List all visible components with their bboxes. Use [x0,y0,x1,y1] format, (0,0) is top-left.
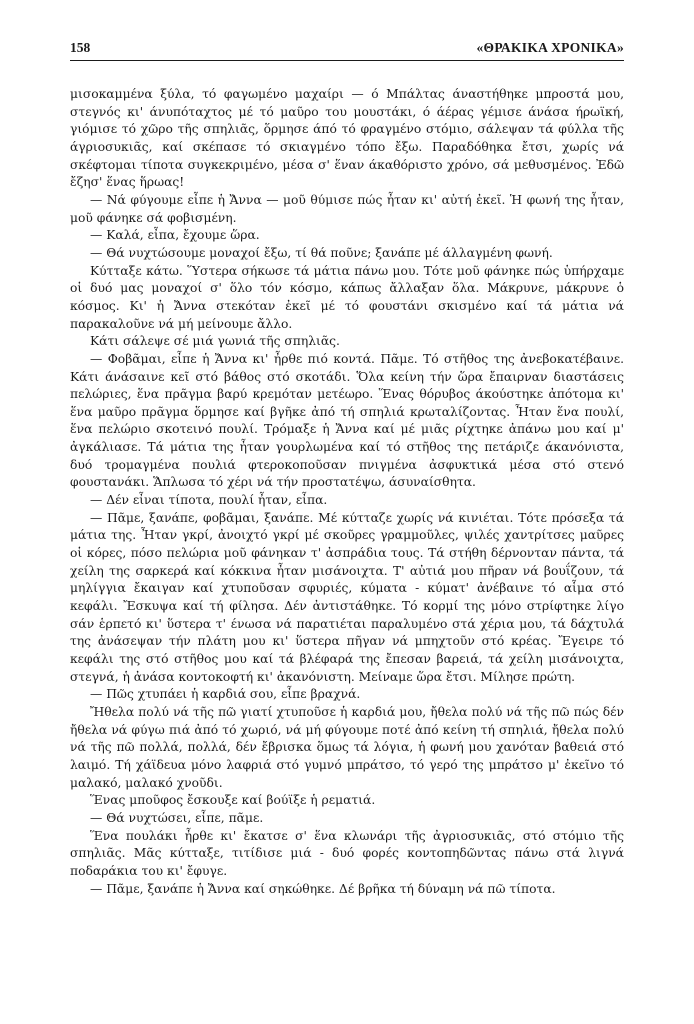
paragraph: Ἕνας μποῦφος ἔσκουξε καί βούϊξε ἡ ρεματιά. [90,793,376,808]
paragraph: — Πῶς χτυπάει ἡ καρδιά σου, εἶπε βραχνά. [90,687,361,702]
paragraph: Ἕνα πουλάκι ἦρθε κι' ἔκατσε σ' ἕνα κλωνάρι τῆς ἀγριοσυκιᾶς, στό στόμιο τῆς σπηλιᾶς. Μᾶς κύτταξε, τιτίδισε μιά - δυό φορές κοντοπηδῶντας πάνω στά λιγνά ποδαράκια του κι' ἔφυγε. [70,828,624,878]
body-text [70,86,624,898]
paragraph: — Πᾶμε, ξανάπε ἡ Ἄννα καί σηκώθηκε. Δέ βρῆκα τή δύναμη νά πῶ τίποτα. [90,881,556,896]
paragraph: — Θά νυχτώσει, εἶπε, πᾶμε. [90,810,264,825]
paragraph: Κάτι σάλεψε σέ μιά γωνιά τῆς σπηλιᾶς. [90,334,340,349]
paragraph: — Καλά, εἶπα, ἔχουμε ὥρα. [90,228,260,243]
paragraph: μισοκαμμένα ξύλα, τό φαγωμένο μαχαίρι — ό Μπάλτας άναστήθηκε μπροστά μου, στεγνός κι' άνυπόταχτος μέ τό μαῦρο του μουστάκι, ό άέρας γέμισε άνάσα ήρωϊκή, γιόμισε τό χῶρο τῆς σπηλιᾶς, ὅρμησε άπό τό φραγμένο στόμιο, σάλεψαν τά φύλλα τῆς άγριοσυκιᾶς, καί σκέπασε τό σκιαγμένο τόπο ἔξω. Παραδόθηκα ἔτσι, χωρίς νά σκέφτομαι τίποτα συγκεκριμένο, μέσα σ' ἕναν άκαθόριστο χρόνο, σά μεθυσμένος. Ἐδῶ ἔζησ' ἕνας ἥρωας! [70,87,624,190]
running-header [70,38,624,61]
paragraph: — Θά νυχτώσουμε μοναχοί ἔξω, τί θά ποῦνε; ξανάπε μέ άλλαγμένη φωνή. [90,245,553,260]
paragraph: — Πᾶμε, ξανάπε, φοβᾶμαι, ξανάπε. Μέ κύτταζε χωρίς νά κινιέται. Τότε πρόσεξα τά μάτια της. Ἦταν γκρί, ἀνοιχτό γκρί μέ σκοῦρες γραμμοῦλες, ψιλές χαντρίτσες μαῦρες οἱ κόρες, πόσο πελώρια μοῦ φάνηκαν τ' ἀσπράδια τους. Τά στήθη δέρνονταν πάντα, τά χείλη της σαρκερά καί κόκκινα ἦταν μισάνοιχτα. Τ' αὐτιά μου πῆραν νά βουΐζουν, τά μηλίγγια ἔκαιγαν καί χτυποῦσαν σφυριές, κύματα - κύματ' ἀνέβαινε τό αἷμα στό κεφάλι. Ἔσκυψα καί τή φίλησα. Δέν ἀντιστάθηκε. Τό κορμί της μόνο στρίφτηκε λίγο σάν ἑρπετό κι' ὕστερα τ' ένωσα νά παρατιέται παραλυμένο στά χέρια μου, τά δάχτυλά της ἀνάσεψαν τήν πλάτη μου κι' ὕστερα πῆγαν νά μπηχτοῦν στό κρέας. Ἔγειρε τό κεφάλι της στό στῆθος μου καί τά βλέφαρά της ἔπεσαν βαρειά, τά χείλη μισάνοιχτα, στεγνά, ἡ ἀνάσα κοντοκοφτή κι' ἀκανόνιστη. Μείναμε ὥρα ἔτσι. Μίλησε πρώτη. [70,510,624,684]
paragraph: — Νά φύγουμε εἶπε ἡ Ἄννα — μοῦ θύμισε πώς ἦταν κι' αὐτή ἐκεῖ. Ἡ φωνή της ἦταν, μοῦ φάνηκε σά φοβισμένη. [70,192,624,225]
page-number: 158 [70,40,91,55]
paragraph: Κύτταξε κάτω. Ὕστερα σήκωσε τά μάτια πάνω μου. Τότε μοῦ φάνηκε πώς ὑπήρχαμε οἱ δυό μας μοναχοί σ' ὅλο τόν κόσμο, κάπως ἄλλαξαν ὅλα. Μάκρυνε, μάκρυνε ὁ κόσμος. Κι' ἡ Ἄννα στεκόταν ἐκεῖ μέ τό φουστάνι σκισμένο καί τά μάτια νά παρακαλοῦνε νά μή μείνουμε ἄλλο. [70,263,624,331]
paragraph: — Φοβᾶμαι, εἶπε ἡ Ἄννα κι' ἦρθε πιό κοντά. Πᾶμε. Τό στῆθος της ἀνεβοκατέβαινε. Κάτι άνάσαινε κεῖ στό βάθος στό σκοτάδι. Ὅλα κείνη τήν ὥρα ἔπαιρναν διαστάσεις πελώριες, ἕνα πρᾶγμα βαρύ κρεμόταν μετέωρο. Ἕνας θόρυβος άκούστηκε ἀπότομα κι' ἕνα μαῦρο πρᾶγμα ὅρμησε καί βγῆκε ἀπό τή σπηλιά κρωταλίζοντας. Ἦταν ἕνα πουλί, ἕνα πελώριο σκοτεινό πουλί. Τρόμαξε ἡ Ἄννα καί μέ μιᾶς ρίχτηκε ἀπάνω μου καί μ' ἀγκάλιασε. Τά μάτια της ἦταν γουρλωμένα καί τό στῆθος της πετάριζε άκανόνιστα, δυό τρομαγμένα πουλιά φτεροκοποῦσαν πνιγμένα ἀσφυκτικά μέσα στό στενό φουστανάκι. Ἅπλωσα τό χέρι νά τήν προστατέψω, άσυναίσθητα. [70,351,624,490]
paragraph: — Δέν εἶναι τίποτα, πουλί ἦταν, εἶπα. [90,493,328,508]
journal-title: «ΘΡΑΚΙΚΑ ΧΡΟΝΙΚΑ» [476,40,624,55]
paragraph: Ἤθελα πολύ νά τῆς πῶ γιατί χτυποῦσε ἡ καρδιά μου, ἤθελα πολύ νά τῆς πῶ πώς δέν ἤθελα νά φύγω πιά ἀπό τό χωριό, νά μή φύγουμε ποτέ ἀπό κείνη τή σπηλιά, ἤθελα πολύ νά τῆς πῶ πολλά, πολλά, δέν ἔβρισκα ὅμως τά λόγια, ἡ φωνή μου χανόταν βαθειά στό λαιμό. Τή χάϊδευα μόνο λαφριά στό γυμνό μπράτσο, τό γερό της μπράτσο μ' ἐκεῖνο τό μαλακό, μαλακό χνοῦδι. [70,704,624,790]
